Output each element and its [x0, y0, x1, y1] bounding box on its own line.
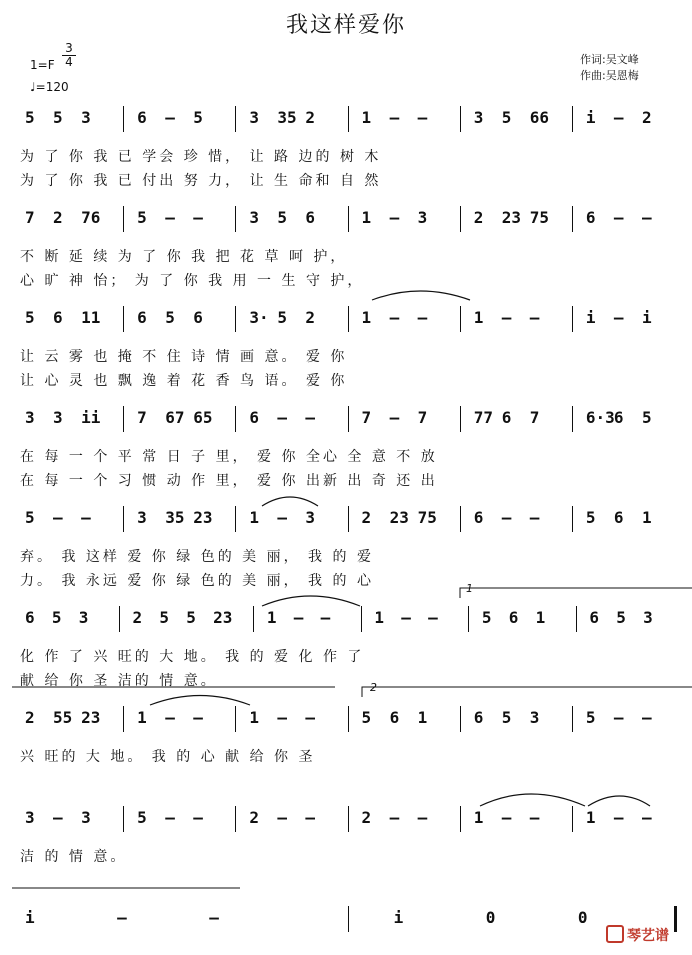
lyric-text: 洁 的 情 意。	[20, 849, 128, 865]
note: i	[641, 308, 652, 327]
note: 1	[374, 608, 385, 627]
note: –	[613, 808, 624, 827]
volta-bracket-1	[460, 588, 692, 598]
note: –	[613, 308, 624, 327]
lyric-text: 不 断 延 续 为 了 你 我 把 花 草 呵 护，	[20, 249, 348, 265]
lyric-text: 为 了 你 我 已 付出 努 力， 让 生 命和 自 然	[20, 173, 382, 189]
note: 6	[193, 308, 203, 327]
note: 3	[81, 108, 91, 127]
note: 2	[473, 208, 484, 227]
note: 6	[473, 708, 484, 727]
note: –	[209, 908, 219, 927]
note: –	[389, 308, 400, 327]
note: –	[277, 508, 288, 527]
note: 3·	[249, 308, 269, 327]
slur	[150, 696, 250, 706]
note: –	[53, 508, 63, 527]
note: 1	[361, 308, 372, 327]
note: 5	[585, 708, 596, 727]
note: 7	[25, 208, 35, 227]
note: 35	[165, 508, 185, 527]
note: 6	[389, 708, 400, 727]
note: 6	[501, 408, 512, 427]
note: 1	[361, 108, 372, 127]
note: 5	[186, 608, 196, 627]
lyricist: 作词:吴文峰	[580, 53, 639, 66]
note: 3	[473, 108, 484, 127]
note: i	[393, 908, 404, 927]
note: –	[305, 808, 316, 827]
note: 76	[81, 208, 101, 227]
note: –	[193, 808, 203, 827]
note: 7	[417, 408, 428, 427]
note: 23	[193, 508, 213, 527]
slur	[262, 497, 318, 506]
note: 35	[277, 108, 297, 127]
note: –	[641, 708, 652, 727]
note: –	[277, 708, 288, 727]
lyric-text: 在 每 一 个 平 常 日 子 里， 爱 你 全心 全 意 不 放	[20, 449, 438, 465]
note: –	[613, 708, 624, 727]
note: 67	[165, 408, 185, 427]
note: i	[585, 308, 596, 327]
note: 5	[501, 708, 512, 727]
note: 1	[473, 308, 484, 327]
note: 1	[641, 508, 652, 527]
note: 1	[535, 608, 546, 627]
note: 3	[417, 208, 428, 227]
note: 23	[213, 608, 233, 627]
note: 5	[51, 608, 62, 627]
note: –	[417, 108, 428, 127]
note: 5	[641, 408, 652, 427]
lyric-text: 在 每 一 个 习 惯 动 作 里， 爱 你 出新 出 奇 还 出	[20, 473, 438, 489]
note: 11	[81, 308, 101, 327]
note: 1	[417, 708, 428, 727]
page-title: 我这样爱你	[285, 13, 406, 38]
note: 2	[641, 108, 652, 127]
note: –	[428, 608, 438, 627]
key-signature: 1=F	[30, 58, 55, 72]
note: 77	[473, 408, 493, 427]
lyric-text: 弃。 我 这样 爱 你 绿 色的 美 丽， 我 的 爱	[20, 549, 374, 565]
note: –	[53, 808, 63, 827]
note: –	[389, 108, 400, 127]
note: 5	[481, 608, 492, 627]
note: 1	[473, 808, 484, 827]
lyric-text: 让 心 灵 也 飘 逸 着 花 香 鸟 语。 爱 你	[20, 373, 348, 389]
note: 5	[53, 108, 63, 127]
note: –	[641, 808, 652, 827]
note: –	[613, 108, 624, 127]
note: –	[193, 208, 203, 227]
note: 3	[305, 508, 316, 527]
note: –	[529, 808, 540, 827]
note: 2	[53, 208, 63, 227]
note: 5	[585, 508, 596, 527]
volta-bracket-2	[362, 687, 692, 697]
note: 3	[529, 708, 540, 727]
note: 2	[25, 708, 35, 727]
lyric-text: 心 旷 神 怡； 为 了 你 我 用 一 生 守 护，	[20, 273, 365, 289]
note: –	[305, 708, 316, 727]
note: 3	[25, 808, 35, 827]
note: 65	[193, 408, 213, 427]
note: 6	[53, 308, 63, 327]
volta-1-label: 1	[466, 582, 473, 595]
note: –	[389, 208, 400, 227]
composer: 作曲:吴恩梅	[580, 69, 639, 82]
note: 2	[305, 108, 316, 127]
note: 5	[616, 608, 626, 627]
time-bottom: 4	[65, 55, 73, 69]
note: 75	[529, 208, 550, 227]
time-top: 3	[65, 41, 73, 55]
note: 5	[193, 108, 203, 127]
note: –	[320, 608, 331, 627]
lyric-text: 化 作 了 兴 旺的 大 地。 我 的 爱 化 作 了	[20, 649, 365, 665]
note: –	[277, 808, 288, 827]
lyric-text: 献 给 你 圣 洁的 情 意。	[20, 673, 218, 689]
note: 6	[508, 608, 519, 627]
note: 5	[165, 308, 175, 327]
note: 6	[305, 208, 316, 227]
note: –	[277, 408, 288, 427]
note: 1	[249, 508, 259, 527]
lyric-text: 兴 旺的 大 地。 我 的 心 献 给 你 圣	[20, 749, 316, 765]
note: 3	[137, 508, 147, 527]
note: 75	[417, 508, 437, 527]
note: 6	[25, 608, 35, 627]
note: 3	[53, 408, 63, 427]
note: –	[389, 808, 400, 827]
note: i	[25, 908, 35, 927]
note: –	[389, 408, 400, 427]
note: 2	[305, 308, 316, 327]
slur	[588, 796, 650, 806]
note: 23	[389, 508, 409, 527]
note: –	[613, 208, 624, 227]
note: 23	[81, 708, 101, 727]
note: 6	[613, 408, 624, 427]
note: 2	[249, 808, 259, 827]
note: 6	[137, 108, 147, 127]
note: 3	[249, 208, 259, 227]
tempo-marking: ♩=120	[30, 80, 69, 94]
note: 3	[25, 408, 35, 427]
note: –	[193, 708, 203, 727]
slur	[480, 794, 585, 806]
note: –	[501, 308, 512, 327]
note: ii	[81, 408, 101, 427]
note: 3	[81, 808, 91, 827]
note: 0	[577, 908, 588, 927]
note: –	[417, 308, 428, 327]
note: 3	[249, 108, 259, 127]
note: 3	[78, 608, 89, 627]
note: 5	[277, 308, 288, 327]
note: 7	[137, 408, 147, 427]
note: –	[529, 308, 540, 327]
note: –	[501, 808, 512, 827]
logo-icon	[606, 925, 624, 943]
note: 2	[361, 808, 372, 827]
note: 5	[277, 208, 288, 227]
note: –	[501, 508, 512, 527]
lyric-text: 力。 我 永远 爱 你 绿 色的 美 丽， 我 的 心	[20, 573, 374, 589]
lyric-text: 让 云 雾 也 掩 不 住 诗 情 画 意。 爱 你	[20, 349, 348, 365]
note: 6	[585, 208, 596, 227]
note: –	[165, 108, 175, 127]
note: –	[305, 408, 316, 427]
note: –	[117, 908, 127, 927]
note: 7	[529, 408, 540, 427]
note: –	[293, 608, 304, 627]
note: –	[529, 508, 540, 527]
note: 5	[25, 508, 35, 527]
note: –	[165, 208, 175, 227]
slur	[372, 291, 470, 300]
note: 1	[249, 708, 259, 727]
note: 6	[589, 608, 600, 627]
note: –	[417, 808, 428, 827]
note: 66	[529, 108, 550, 127]
note: 2	[132, 608, 143, 627]
note: 6	[137, 308, 147, 327]
note: 5	[25, 108, 35, 127]
note: –	[81, 508, 91, 527]
note: 1	[266, 608, 277, 627]
note: 0	[485, 908, 496, 927]
note: 1	[361, 208, 372, 227]
note: 7	[361, 408, 372, 427]
note: 6	[473, 508, 484, 527]
note: 23	[501, 208, 521, 227]
note: 5	[25, 308, 35, 327]
note: 5	[137, 808, 147, 827]
note: 1	[585, 808, 596, 827]
note: –	[165, 708, 175, 727]
note: 5	[361, 708, 372, 727]
note: i	[585, 108, 596, 127]
note: 6·3	[585, 408, 615, 427]
note: 1	[137, 708, 147, 727]
note: 55	[53, 708, 73, 727]
note: 5	[137, 208, 147, 227]
slur	[262, 596, 360, 606]
note: 2	[361, 508, 372, 527]
note: –	[641, 208, 652, 227]
note: 3	[643, 608, 653, 627]
note: 6	[613, 508, 624, 527]
watermark-logo	[606, 925, 669, 945]
note: 5	[501, 108, 512, 127]
note: 5	[159, 608, 170, 627]
volta-2-label: 2	[370, 681, 377, 694]
lyric-text: 为 了 你 我 已 学会 珍 惜， 让 路 边的 树 木	[20, 149, 382, 165]
note: –	[401, 608, 411, 627]
note: –	[165, 808, 175, 827]
note: 6	[249, 408, 259, 427]
watermark-text: 琴艺谱	[627, 928, 669, 944]
